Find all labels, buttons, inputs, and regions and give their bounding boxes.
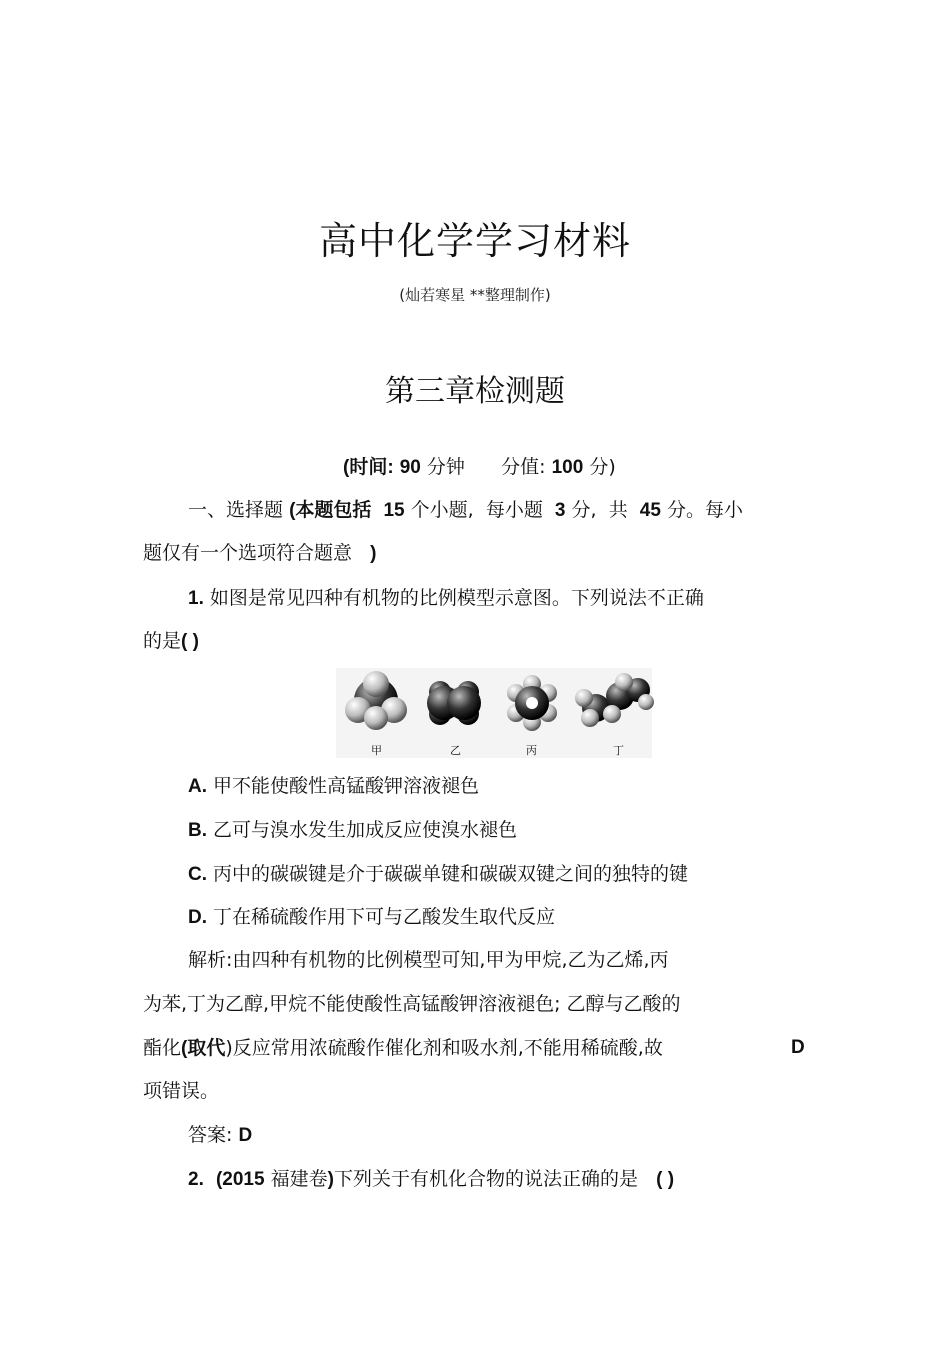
q1-analysis-line1: 解析:由四种有机物的比例模型可知,甲为甲烷,乙为乙烯,丙 xyxy=(188,949,669,971)
q1-stem-text: 如图是常见四种有机物的比例模型示意图。下列说法不正确 xyxy=(209,587,704,609)
q1-option-c xyxy=(188,862,688,887)
time-label: (时间: xyxy=(343,457,394,478)
score-label: 分值: xyxy=(501,456,546,478)
score-unit: 分) xyxy=(589,456,616,478)
time-value: 90 xyxy=(399,457,421,478)
option-letter: D. xyxy=(188,907,207,928)
molecule-models-figure xyxy=(334,664,654,760)
time-unit: 分钟 xyxy=(426,456,465,478)
q1-stem-line2 xyxy=(143,629,199,654)
option-text: 丁在稀硫酸作用下可与乙酸发生取代反应 xyxy=(213,906,556,928)
q1-option-d xyxy=(188,905,555,930)
answer-value: D xyxy=(238,1125,253,1146)
q1-answer-blank: ( ) xyxy=(181,631,199,652)
q1-stem-text-2: 的是 xyxy=(143,630,182,652)
option-text: 乙可与溴水发生加成反应使溴水褪色 xyxy=(213,819,518,841)
answer-label: 答案: xyxy=(188,1124,233,1146)
section-intro-e: 分, xyxy=(571,499,597,521)
section-intro-line2-text: 题仅有一个选项符合题意 xyxy=(143,542,353,564)
section-intro-d: 每小题 xyxy=(485,499,543,521)
q2-answer-blank: ( ) xyxy=(656,1169,675,1190)
option-letter: A. xyxy=(188,776,207,797)
q2-source-year: (2015 xyxy=(215,1169,265,1190)
option-letter: C. xyxy=(188,864,207,885)
material-subtitle: (灿若寒星 **整理制作) xyxy=(399,286,551,304)
q1-answer xyxy=(188,1123,252,1148)
q1-analysis-line4: 项错误。 xyxy=(143,1080,220,1102)
analysis-text-b: (取代 xyxy=(181,1038,226,1059)
molecule-models-svg xyxy=(334,664,654,760)
analysis-text-c: )反应常用浓硫酸作催化剂和吸水剂,不能用稀硫酸,故 xyxy=(225,1037,663,1059)
q1-option-a xyxy=(188,774,479,799)
total-points: 45 xyxy=(639,500,661,521)
option-text: 甲不能使酸性高锰酸钾溶液褪色 xyxy=(213,775,480,797)
question-count: 15 xyxy=(383,500,405,521)
figure-label-yi: 乙 xyxy=(450,744,461,757)
q1-analysis-option-ref: D xyxy=(791,1037,805,1058)
section-intro-line2 xyxy=(143,541,376,566)
q1-analysis-line2: 为苯,丁为乙醇,甲烷不能使酸性高锰酸钾溶液褪色; 乙醇与乙酸的 xyxy=(143,993,681,1015)
q2-number: 2. xyxy=(188,1169,204,1190)
analysis-text-a: 酯化 xyxy=(143,1037,182,1059)
section-intro-c: 个小题, xyxy=(410,499,474,521)
figure-label-jia: 甲 xyxy=(371,744,382,757)
section-intro-b: (本题包括 xyxy=(289,500,372,521)
option-text: 丙中的碳碳键是介于碳碳单键和碳碳双键之间的独特的键 xyxy=(213,863,689,885)
chapter-title: 第三章检测题 xyxy=(385,374,565,409)
q2-stem xyxy=(188,1167,674,1192)
q1-number: 1. xyxy=(188,588,204,609)
score-value: 100 xyxy=(551,457,584,478)
q1-stem-line1 xyxy=(188,586,704,611)
section-intro-close: ) xyxy=(370,543,377,564)
figure-label-bing: 丙 xyxy=(526,744,537,757)
section-intro-line1 xyxy=(188,498,743,523)
material-title: 高中化学学习材料 xyxy=(318,219,631,263)
q2-source-name: 福建卷 xyxy=(270,1168,328,1190)
q1-analysis-line3 xyxy=(143,1036,663,1061)
section-heading: 一、选择题 xyxy=(188,499,284,521)
q2-source-close: ) xyxy=(327,1169,334,1190)
q2-stem-text: 下列关于有机化合物的说法正确的是 xyxy=(333,1168,638,1190)
q1-option-b xyxy=(188,818,517,843)
section-intro-g: 分。每小 xyxy=(666,499,743,521)
points-each: 3 xyxy=(554,500,566,521)
section-intro-f: 共 xyxy=(608,499,628,521)
figure-label-ding: 丁 xyxy=(613,744,624,757)
option-letter: B. xyxy=(188,820,207,841)
exam-info xyxy=(343,455,616,480)
